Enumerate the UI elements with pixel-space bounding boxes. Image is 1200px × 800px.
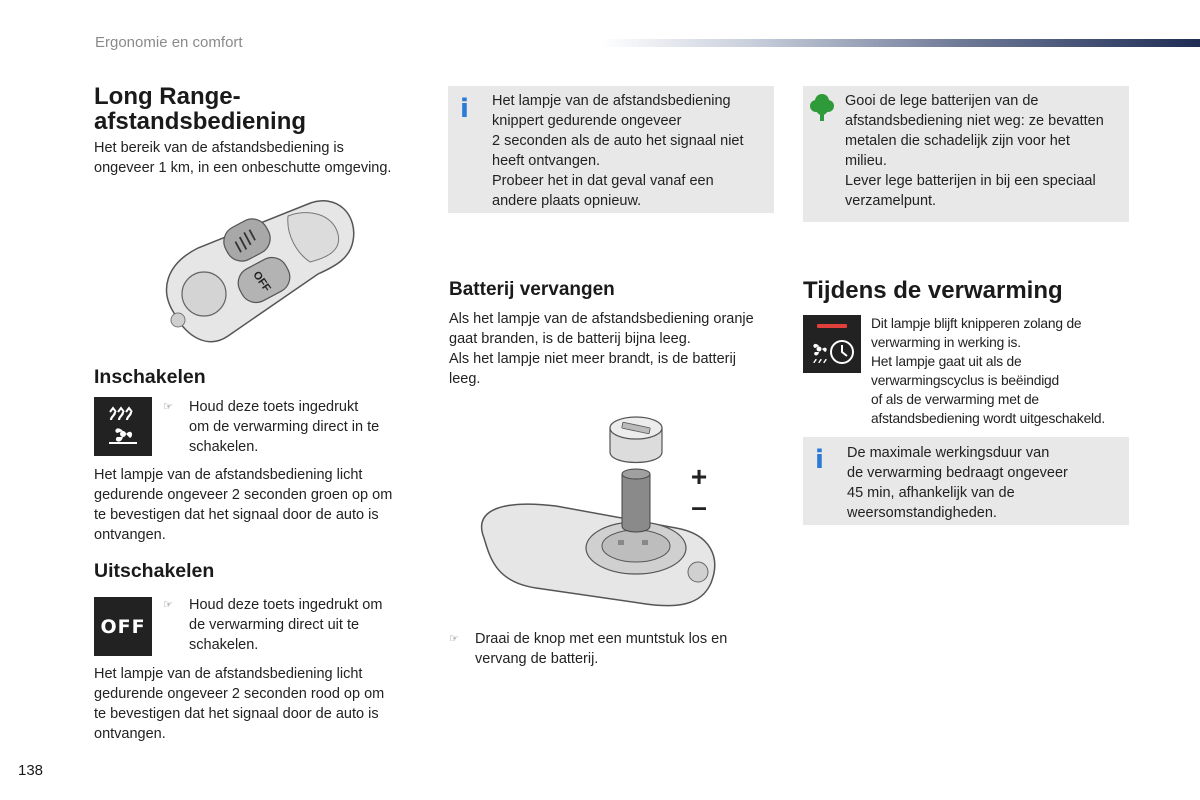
eco-box	[803, 86, 1129, 222]
page-title	[94, 84, 306, 134]
fob-round-button	[182, 272, 226, 316]
tree-icon	[809, 92, 835, 122]
battery-line: Als het lampje niet meer brandt, is de batterij	[449, 351, 736, 367]
info-box-duration	[803, 437, 1129, 525]
off-instruction	[163, 595, 413, 655]
info-icon: i	[815, 445, 824, 475]
info-line: Het lampje van de afstandsbediening	[492, 93, 731, 109]
battery-bullet-line: vervang de batterij.	[475, 651, 599, 667]
page-title-line2: afstandsbediening	[94, 108, 307, 135]
info-icon: i	[460, 94, 469, 124]
duration-line: 45 min, afhankelijk van de	[847, 485, 1015, 501]
minus-sign: –	[691, 491, 707, 522]
heating-line: verwarming in werking is.	[871, 335, 1021, 350]
info-line: Probeer het in dat geval vanaf een	[492, 173, 714, 189]
eco-line: metalen die schadelijk zijn voor het	[845, 133, 1070, 149]
eco-line: milieu.	[845, 153, 887, 169]
lamp-indicator	[817, 324, 847, 328]
heater-fan-icon	[94, 397, 152, 456]
on-confirmation-text	[94, 465, 424, 545]
battery-bullet-line: Draai de knop met een muntstuk los en	[475, 631, 728, 647]
duration-line: De maximale werkingsduur van	[847, 445, 1050, 461]
bullet-icon: ☞	[163, 599, 173, 611]
battery-line: leeg.	[449, 371, 481, 387]
battery-line: Als het lampje van de afstandsbediening oranje	[449, 311, 754, 327]
eco-line: afstandsbediening niet weg: ze bevatten	[845, 113, 1104, 129]
on-bullet-line: Houd deze toets ingedrukt	[189, 399, 359, 415]
battery-text	[449, 309, 789, 389]
off-para-line: gedurende ongeveer 2 seconden rood op om	[94, 686, 385, 702]
battery-replacement-illustration	[476, 408, 726, 613]
battery-heading: Batterij vervangen	[449, 279, 615, 300]
off-para-line: te bevestigen dat het signaal door de auto is	[94, 706, 379, 722]
bullet-icon: ☞	[449, 633, 459, 645]
page-number: 138	[18, 762, 44, 779]
on-para-line: te bevestigen dat het signaal door de auto is	[94, 507, 379, 523]
off-para-line: Het lampje van de afstandsbediening licht	[94, 666, 363, 682]
heating-line: Dit lampje blijft knipperen zolang de	[871, 316, 1082, 331]
intro-line: ongeveer 1 km, in een onbeschutte omgeving.	[94, 160, 392, 176]
info-line: heeft ontvangen.	[492, 153, 601, 169]
info-box-signal	[448, 86, 774, 213]
duration-line: de verwarming bedraagt ongeveer	[847, 465, 1068, 481]
off-bullet-line: schakelen.	[189, 637, 259, 653]
off-heading: Uitschakelen	[94, 560, 215, 582]
on-bullet-line: om de verwarming direct in te	[189, 419, 380, 435]
off-bullet-line: de verwarming direct uit te	[189, 617, 360, 633]
fob-off-label: OFF	[250, 269, 273, 295]
on-para-line: gedurende ongeveer 2 seconden groen op om	[94, 487, 393, 503]
heating-timer-icon	[803, 315, 861, 373]
off-confirmation-text	[94, 664, 424, 744]
heating-line: verwarmingscyclus is beëindigd	[871, 373, 1060, 388]
heating-text	[871, 314, 1139, 428]
info-line: knippert gedurende ongeveer	[492, 113, 682, 129]
info-line: 2 seconden als de auto het signaal niet	[492, 133, 744, 149]
heating-line: afstandsbediening wordt uitgeschakeld.	[871, 411, 1106, 426]
duration-line: weersomstandigheden.	[847, 505, 997, 521]
info-line: andere plaats opnieuw.	[492, 193, 642, 209]
on-para-line: Het lampje van de afstandsbediening licht	[94, 467, 363, 483]
on-bullet-line: schakelen.	[189, 439, 259, 455]
heating-line: Het lampje gaat uit als de	[871, 354, 1022, 369]
intro-text	[94, 138, 424, 178]
eco-line: Gooi de lege batterijen van de	[845, 93, 1039, 109]
eco-line: verzamelpunt.	[845, 193, 937, 209]
eco-line: Lever lege batterijen in bij een speciaal	[845, 173, 1096, 189]
off-button-icon	[94, 597, 152, 656]
remote-fob-illustration	[158, 196, 358, 356]
page-title-line1: Long Range-	[94, 83, 241, 110]
section-title: Ergonomie en comfort	[95, 34, 243, 51]
on-para-line: ontvangen.	[94, 527, 166, 543]
off-bullet-line: Houd deze toets ingedrukt om	[189, 597, 383, 613]
bullet-icon: ☞	[163, 401, 173, 413]
header-gradient-bar	[600, 39, 1200, 47]
off-para-line: ontvangen.	[94, 726, 166, 742]
battery-instruction	[449, 629, 779, 669]
on-heading: Inschakelen	[94, 366, 206, 388]
intro-line: Het bereik van de afstandsbediening is	[94, 140, 344, 156]
heating-line: of als de verwarming met de	[871, 392, 1039, 407]
plus-sign: +	[690, 461, 708, 492]
battery-line: gaat branden, is de batterij bijna leeg.	[449, 331, 691, 347]
off-icon-label: OFF	[100, 615, 146, 638]
on-instruction	[163, 397, 413, 457]
heating-heading: Tijdens de verwarming	[803, 277, 1063, 304]
